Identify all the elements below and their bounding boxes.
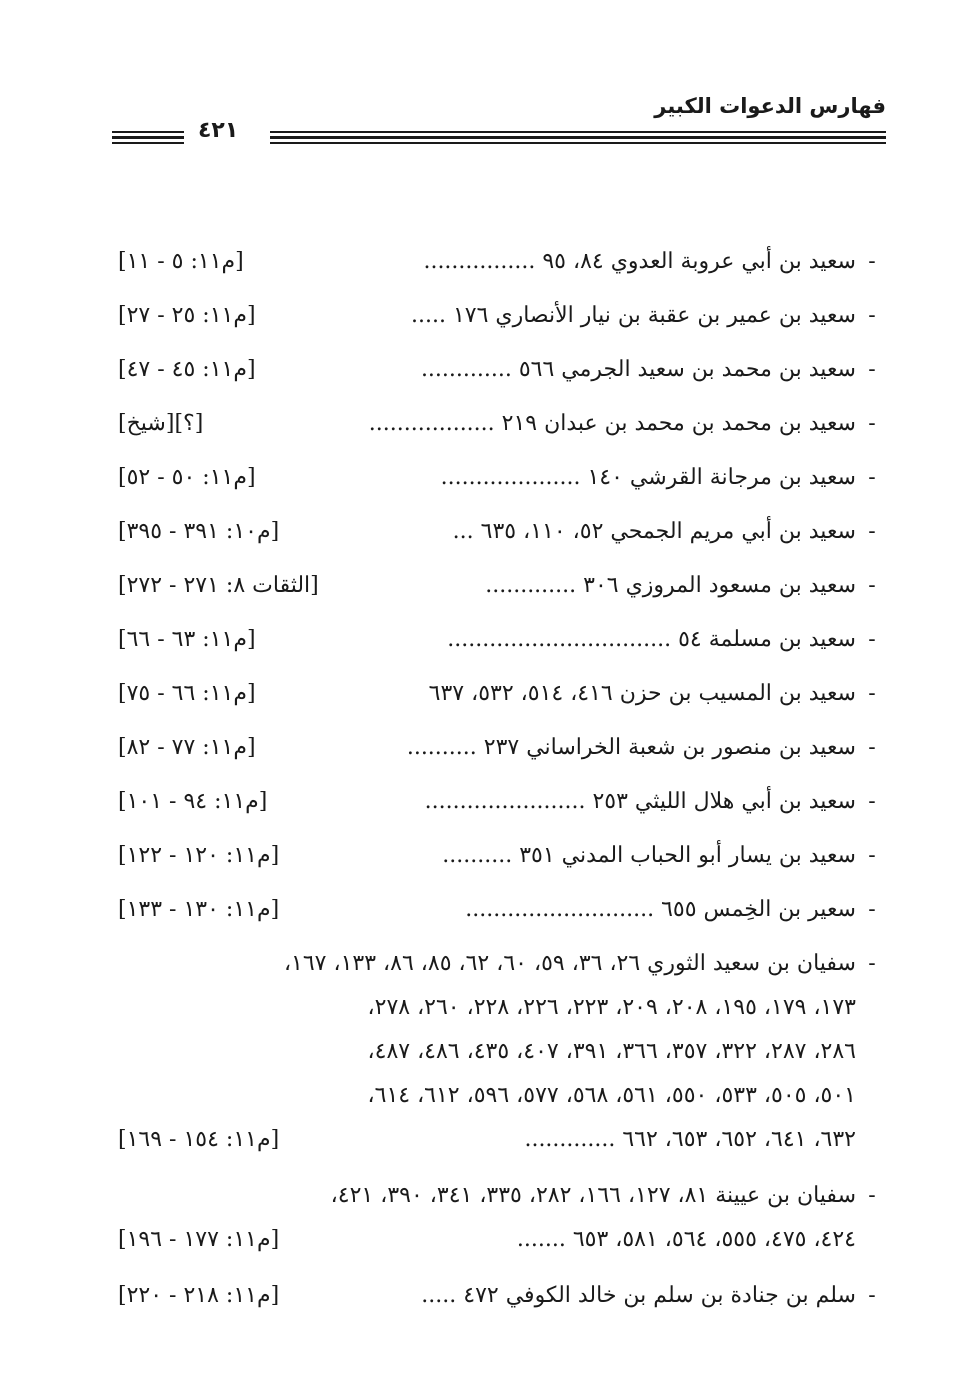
page-header (112, 94, 886, 154)
page-number: ٤٢١ (198, 118, 239, 143)
header-rule (112, 131, 184, 133)
entry-reference: [م١١: ٤٥ - ٤٧] (118, 357, 256, 382)
index-entry: -سعيد بن منصور بن شعبة الخراساني ٢٣٧ .......... [م١١: ٧٧ - ٨٢] (118, 726, 888, 780)
header-rule (270, 142, 886, 144)
index-entry: -سعيد بن محمد بن محمد بن عبدان ٢١٩ .................. [؟][شيخ] (118, 402, 888, 456)
entry-text: سعيد بن أبي عروبة العدوي ٨٤، ٩٥ ................ (423, 249, 856, 274)
index-entry: -سعيد بن مسلمة ٥٤ ................................ [م١١: ٦٣ - ٦٦] (118, 618, 888, 672)
entry-text: سعيد بن محمد بن محمد بن عبدان ٢١٩ .................. (368, 411, 856, 436)
entry-text: سفيان بن عيينة ٨١، ١٢٧، ١٦٦، ٢٨٢، ٣٣٥، ٣٤١، ٣٩٠، ٤٢١، (330, 1183, 856, 1208)
entry-reference: [م١١: ٧٧ - ٨٢] (118, 735, 256, 760)
entry-text: سعيد بن مرجانة القرشي ١٤٠ .................... (440, 465, 856, 490)
index-entry: -سعيد بن المسيب بن حزن ٤١٦، ٥١٤، ٥٣٢، ٦٣٧ [م١١: ٦٦ - ٧٥] (118, 672, 888, 726)
entry-text: سفيان بن سعيد الثوري ٢٦، ٣٦، ٥٩، ٦٠، ٦٢، ٨٥، ٨٦، ١٣٣، ١٦٧، (283, 951, 856, 976)
header-rule (270, 131, 886, 133)
index-entry: -سلم بن جنادة بن سلم بن خالد الكوفي ٤٧٢ ..... [م١١: ٢١٨ - ٢٢٠] (118, 1274, 888, 1328)
entry-text: سعيد بن المسيب بن حزن ٤١٦، ٥١٤، ٥٣٢، ٦٣٧ (428, 681, 856, 706)
entry-reference: [م١١: ٥ - ١١] (118, 249, 244, 274)
entry-reference: [م١١: ١٧٧ - ١٩٦] (118, 1227, 280, 1252)
entry-reference: [م١١: ١٣٠ - ١٣٣] (118, 897, 280, 922)
entry-reference: [م١١: ٦٣ - ٦٦] (118, 627, 256, 652)
index-entry: -سعيد بن أبي مريم الجمحي ٥٢، ١١٠، ٦٣٥ ... [م١٠: ٣٩١ - ٣٩٥] (118, 510, 888, 564)
entry-text: سعيد بن مسعود المروزي ٣٠٦ ............. (485, 573, 856, 598)
entry-continuation: ١٧٣، ١٧٩، ١٩٥، ٢٠٨، ٢٠٩، ٢٢٣، ٢٢٦، ٢٢٨، ٢٦٠، ٢٧٨، (367, 995, 856, 1020)
index-entry: -سعيد بن أبي هلال الليثي ٢٥٣ ....................... [م١١: ٩٤ - ١٠١] (118, 780, 888, 834)
header-rule (112, 136, 184, 139)
entry-continuation: ٦٣٢، ٦٤١، ٦٥٢، ٦٥٣، ٦٦٢ ............. (524, 1127, 856, 1152)
running-title: فهارس الدعوات الكبير (654, 94, 886, 118)
index-entry: -سعيد بن أبي عروبة العدوي ٨٤، ٩٥ ................ [م١١: ٥ - ١١] (118, 240, 888, 294)
entry-reference: [م١١: ٩٤ - ١٠١] (118, 789, 268, 814)
entry-text: سعيد بن محمد بن سعيد الجرمي ٥٦٦ ............. (420, 357, 856, 382)
entry-reference: [الثقات ٨: ٢٧١ - ٢٧٢] (118, 573, 319, 598)
entry-continuation: ٤٢٤، ٤٧٥، ٥٥٥، ٥٦٤، ٥٨١، ٦٥٣ ....... (516, 1227, 856, 1252)
entry-reference: [؟][شيخ] (118, 411, 204, 436)
entry-text: سعيد بن مسلمة ٥٤ ................................ (447, 627, 856, 652)
entry-reference: [م١١: ١٢٠ - ١٢٢] (118, 843, 280, 868)
entry-continuation: ٥٠١، ٥٠٥، ٥٣٣، ٥٥٠، ٥٦١، ٥٦٨، ٥٧٧، ٥٩٦، ٦١٢، ٦١٤، (367, 1083, 856, 1108)
index-entry: -سعيد بن مرجانة القرشي ١٤٠ .................... [م١١: ٥٠ - ٥٢] (118, 456, 888, 510)
index-entry: -سعيد بن محمد بن سعيد الجرمي ٥٦٦ ............. [م١١: ٤٥ - ٤٧] (118, 348, 888, 402)
entry-text: سعيد بن منصور بن شعبة الخراساني ٢٣٧ .......... (406, 735, 856, 760)
index-entry: -سفيان بن عيينة ٨١، ١٢٧، ١٦٦، ٢٨٢، ٣٣٥، ٣٤١، ٣٩٠، ٤٢١، ٤٢٤، ٤٧٥، ٥٥٥، ٥٦٤، ٥٨١، ٦٥٣ ....... [م١١: ١٧٧ - ١٩٦] (118, 1174, 888, 1262)
entry-text: سلم بن جنادة بن سلم بن خالد الكوفي ٤٧٢ ..... (421, 1283, 856, 1308)
entry-text: سعيد بن أبي مريم الجمحي ٥٢، ١١٠، ٦٣٥ ... (452, 519, 856, 544)
entry-reference: [م١١: ١٥٤ - ١٦٩] (118, 1127, 280, 1152)
entry-reference: [م١٠: ٣٩١ - ٣٩٥] (118, 519, 280, 544)
index-entries (118, 240, 888, 1328)
entry-reference: [م١١: ٥٠ - ٥٢] (118, 465, 256, 490)
header-rule (270, 136, 886, 139)
entry-reference: [م١١: ٦٦ - ٧٥] (118, 681, 256, 706)
header-rule (112, 142, 184, 144)
entry-text: سعيد بن يسار أبو الحباب المدني ٣٥١ .......... (442, 843, 856, 868)
entry-text: سعيد بن عمير بن عقبة بن نيار الأنصاري ١٧٦ ..... (410, 303, 856, 328)
entry-reference: [م١١: ٢٥ - ٢٧] (118, 303, 256, 328)
entry-reference: [م١١: ٢١٨ - ٢٢٠] (118, 1283, 280, 1308)
entry-text: سعير بن الخِمس ٦٥٥ ........................... (465, 897, 856, 922)
index-entry: -سعير بن الخِمس ٦٥٥ ........................... [م١١: ١٣٠ - ١٣٣] (118, 888, 888, 942)
index-entry: -سعيد بن عمير بن عقبة بن نيار الأنصاري ١٧٦ ..... [م١١: ٢٥ - ٢٧] (118, 294, 888, 348)
index-entry: -سعيد بن يسار أبو الحباب المدني ٣٥١ .......... [م١١: ١٢٠ - ١٢٢] (118, 834, 888, 888)
index-entry: -سفيان بن سعيد الثوري ٢٦، ٣٦، ٥٩، ٦٠، ٦٢، ٨٥، ٨٦، ١٣٣، ١٦٧، ١٧٣، ١٧٩، ١٩٥، ٢٠٨، ٢٠٩، ٢٢٣، ٢٢٦، ٢٢٨، ٢٦٠، ٢٧٨، ٢٨٦، ٢٨٧، ٣٢٢، ٣٥٧، ٣٦٦، ٣٩١، ٤٠٧، ٤٣٥، ٤٨٦، ٤٨٧، ٥٠١، ٥٠٥، ٥٣٣، ٥٥٠، ٥٦١، ٥٦٨، ٥٧٧، ٥٩٦، ٦١٢، ٦١٤، ٦٣٢، ٦٤١، ٦٥٢، ٦٥٣، ٦٦٢ ............. [م١١: ١٥٤ - ١٦٩] (118, 942, 888, 1162)
index-entry: -سعيد بن مسعود المروزي ٣٠٦ ............. [الثقات ٨: ٢٧١ - ٢٧٢] (118, 564, 888, 618)
entry-continuation: ٢٨٦، ٢٨٧، ٣٢٢، ٣٥٧، ٣٦٦، ٣٩١، ٤٠٧، ٤٣٥، ٤٨٦، ٤٨٧، (367, 1039, 856, 1064)
entry-text: سعيد بن أبي هلال الليثي ٢٥٣ ....................... (424, 789, 856, 814)
